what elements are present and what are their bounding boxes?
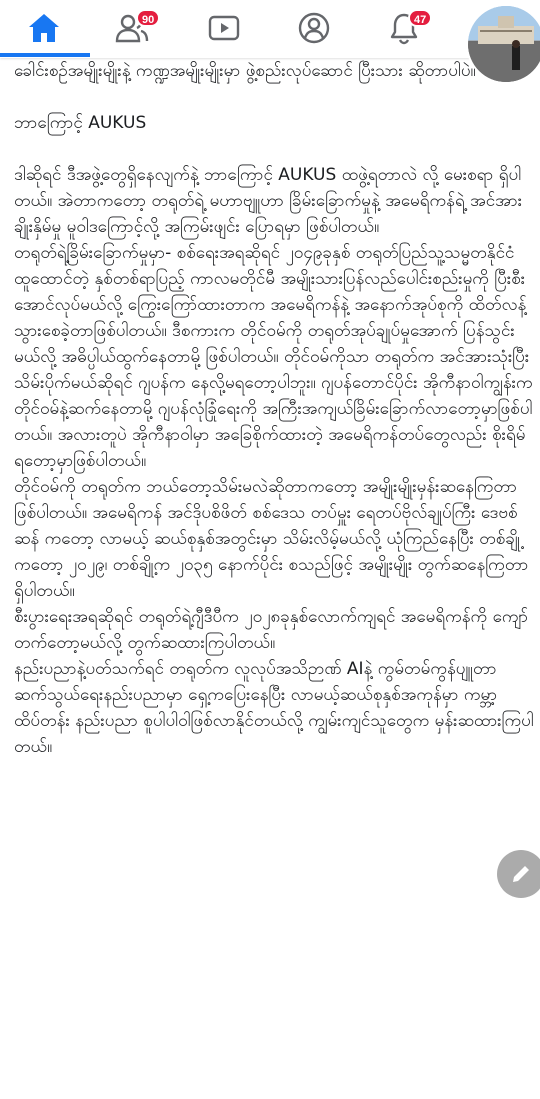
- top-navigation-bar: [0, 0, 540, 58]
- notifications-badge: 47: [408, 9, 432, 27]
- post-body: [14, 58, 534, 760]
- profile-icon: [297, 11, 331, 45]
- edit-button[interactable]: [497, 850, 540, 898]
- avatar[interactable]: [468, 6, 540, 82]
- home-icon: [27, 12, 61, 44]
- post-paragraph-intro: ခေါင်းစဉ်အမျိုးမျိုးနဲ့ ကဏ္ဍအမျိုးမျိုးမှာ ဖွဲ့စည်းလုပ်ဆောင် ပြီးသား ဆိုတာပါပဲ။: [14, 61, 476, 81]
- watch-tab[interactable]: [204, 10, 244, 46]
- friends-badge: 90: [136, 9, 160, 27]
- friends-tab[interactable]: [112, 10, 155, 46]
- active-tab-indicator: [0, 53, 90, 57]
- profile-tab[interactable]: [294, 10, 334, 46]
- post-paragraph-body: ဒါဆိုရင် ဒီအဖွဲ့တွေရှိနေလျက်နဲ့ ဘာကြောင့် AUKUS ထဖွဲ့ရတာလဲ လို့ မေးစရာ ရှိပါတယ်။ အဲတာကတော့ တရုတ်ရဲ့ မဟာဗျူဟာ ခြိမ်းခြောက်မှုနဲ့ အမေရိကန်ရဲ့ အင်အားချိုးနှိမ်မှု မူဝါဒကြောင့်လို့ အကြမ်းဖျင်း ပြောရမှာ ဖြစ်ပါတယ်။ တရုတ်ရဲ့ခြိမ်းခြောက်မှုမှာ- စစ်ရေးအရဆိုရင် ၂၀၄၉ခုနှစ် တရုတ်ပြည်သူ့သမ္မတနိုင်ငံထူထောင်တဲ့ နှစ်တစ်ရာပြည့် ကာလမတိုင်မီ အမျိုးသားပြန်လည်ပေါင်းစည်းမှုကို ပြီးစီးအောင်လုပ်မယ်လို့ ကြွေးကြော်ထားတာက အမေရိကန်နဲ့ အနောက်အုပ်စုကို ထိတ်လန့်သွားစေခဲ့တာဖြစ်ပါတယ်။ ဒီစကားက တိုင်ဝမ်ကို တရုတ်အုပ်ချုပ်မှုအောက် ပြန်သွင်းမယ်လို့ အဓိပ္ပါယ်ထွက်နေတာမို့ ဖြစ်ပါတယ်။ တိုင်ဝမ်ကိုသာ တရုတ်က အင်အားသုံးပြီးသိမ်းပိုက်မယ်ဆိုရင် ဂျပန်က နေလို့မရတော့ပါဘူး။ ဂျပန်တောင်ပိုင်း အိုကီနာဝါကျွန်းက တိုင်ဝမ်နဲ့ဆက်နေတာမို့ ဂျပန်လုံခြုံရေးကို အကြီးအကျယ်ခြိမ်းခြောက်လာတော့မှာဖြစ်ပါတယ်။ အလားတူပဲ အိုကီနာဝါမှာ အခြေစိုက်ထားတဲ့ အမေရိကန်တပ်တွေလည်း စိုးရိမ်ရတော့မှာဖြစ်ပါတယ်။ တိုင်ဝမ်ကို တရုတ်က ဘယ်တော့သိမ်းမလဲဆိုတာကတော့ အမျိုးမျိုးမှန်းဆနေကြတာဖြစ်ပါတယ်။ အမေရိကန် အင်ဒိုပစိဖိတ် စစ်ဒေသ တပ်မှူး ရေတပ်ဗိုလ်ချုပ်ကြီး ဒေဗစ်ဆန် ကတော့ လာမယ့် ဆယ်စုနှစ်အတွင်းမှာ သိမ်းလိမ့်မယ်လို့ ယုံကြည်နေပြီး တစ်ချို့ကတော့ ၂၀၂၉၊ တစ်ချို့က ၂၀၃၅ နောက်ပိုင်း စသည်ဖြင့် အမျိုးမျိုး တွက်ဆနေကြတာရှိပါတယ်။ စီးပွားရေးအရဆိုရင် တရုတ်ရဲ့ဂျီဒီပီက ၂၀၂၈ခုနှစ်လောက်ကျရင် အမေရိကန်ကို ကျော်တက်တော့မယ်လို့ တွက်ဆထားကြပါတယ်။ နည်းပညာနဲ့ပတ်သက်ရင် တရုတ်က လူလုပ်အသိဉာဏ် AIနဲ့ ကွမ်တမ်ကွန်ပျူတာ ဆက်သွယ်ရေးနည်းပညာမှာ ရှေ့ကပြေးနေပြီး လာမယ့်ဆယ်စုနှစ်အကုန်မှာ ကမ္ဘာ့ထိပ်တန်း နည်းပညာ စူပါပါဝါဖြစ်လာနိုင်တယ်လို့ ကျွမ်းကျင်သူတွေက မှန်းဆထားကြပါတယ်။: [14, 165, 534, 757]
- video-icon: [207, 13, 241, 43]
- home-tab[interactable]: [24, 10, 64, 46]
- post-section-heading: ဘာကြောင့် AUKUS: [14, 113, 147, 133]
- notifications-tab[interactable]: [384, 10, 427, 46]
- pencil-icon: [509, 862, 533, 886]
- avatar-photo: [468, 6, 540, 82]
